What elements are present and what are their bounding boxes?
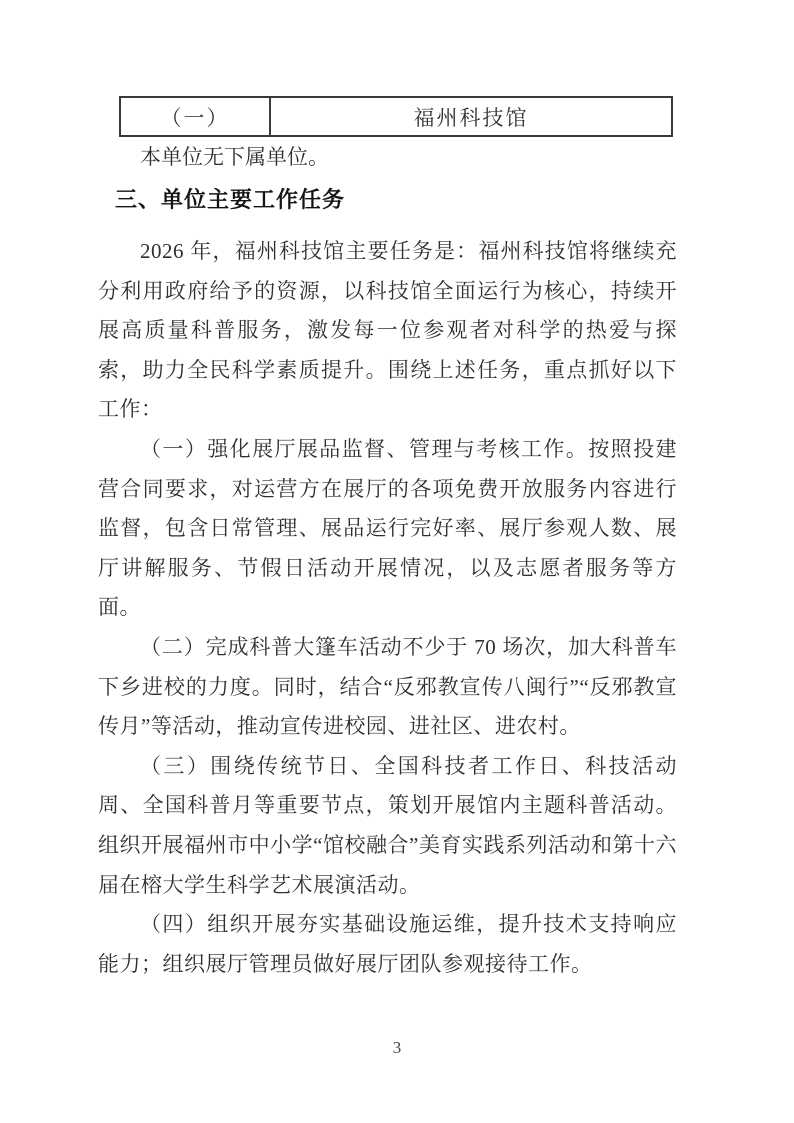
paragraph-item-2: （二）完成科普大篷车活动不少于 70 场次，加大科普车下乡进校的力度。同时，结合“反邪教宣传八闽行”“反邪教宣传月”等活动，推动宣传进校园、进社区、进农村。 (98, 634, 677, 739)
paragraph-intro: 2026 年，福州科技馆主要任务是：福州科技馆将继续充分利用政府给予的资源，以科技馆全面运行为核心，持续开展高质量科普服务，激发每一位参观者对科学的热爱与探索，助力全民科学素质提升。围绕上述任务，重点抓好以下工作： (98, 239, 677, 422)
note-no-subordinate-units: 本单位无下属单位。 (140, 145, 329, 169)
table-row (120, 97, 672, 136)
page-content (98, 96, 677, 984)
paragraph-item-1: （一）强化展厅展品监督、管理与考核工作。按照投建营合同要求，对运营方在展厅的各项免费开放服务内容进行监督，包含日常管理、展品运行完好率、展厅参观人数、展厅讲解服务、节假日活动开展情况，以及志愿者服务等方面。 (98, 436, 677, 620)
body-text (98, 232, 677, 984)
section-heading: 三、单位主要工作任务 (115, 187, 346, 212)
paragraph-item-3: （三）围绕传统节日、全国科技者工作日、科技活动周、全国科普月等重要节点，策划开展馆内主题科普活动。组织开展福州市中小学“馆校融合”美育实践系列活动和第十六届在榕大学生科学艺术展演活动。 (98, 753, 677, 897)
table-cell-index: （一） (120, 97, 270, 136)
subordinate-unit-table (119, 96, 673, 137)
paragraph-item-4: （四）组织开展夯实基础设施运维，提升技术支持响应能力；组织展厅管理员做好展厅团队参观接待工作。 (98, 912, 677, 976)
table-cell-unit-name: 福州科技馆 (270, 97, 672, 136)
page-number: 3 (392, 1038, 402, 1057)
